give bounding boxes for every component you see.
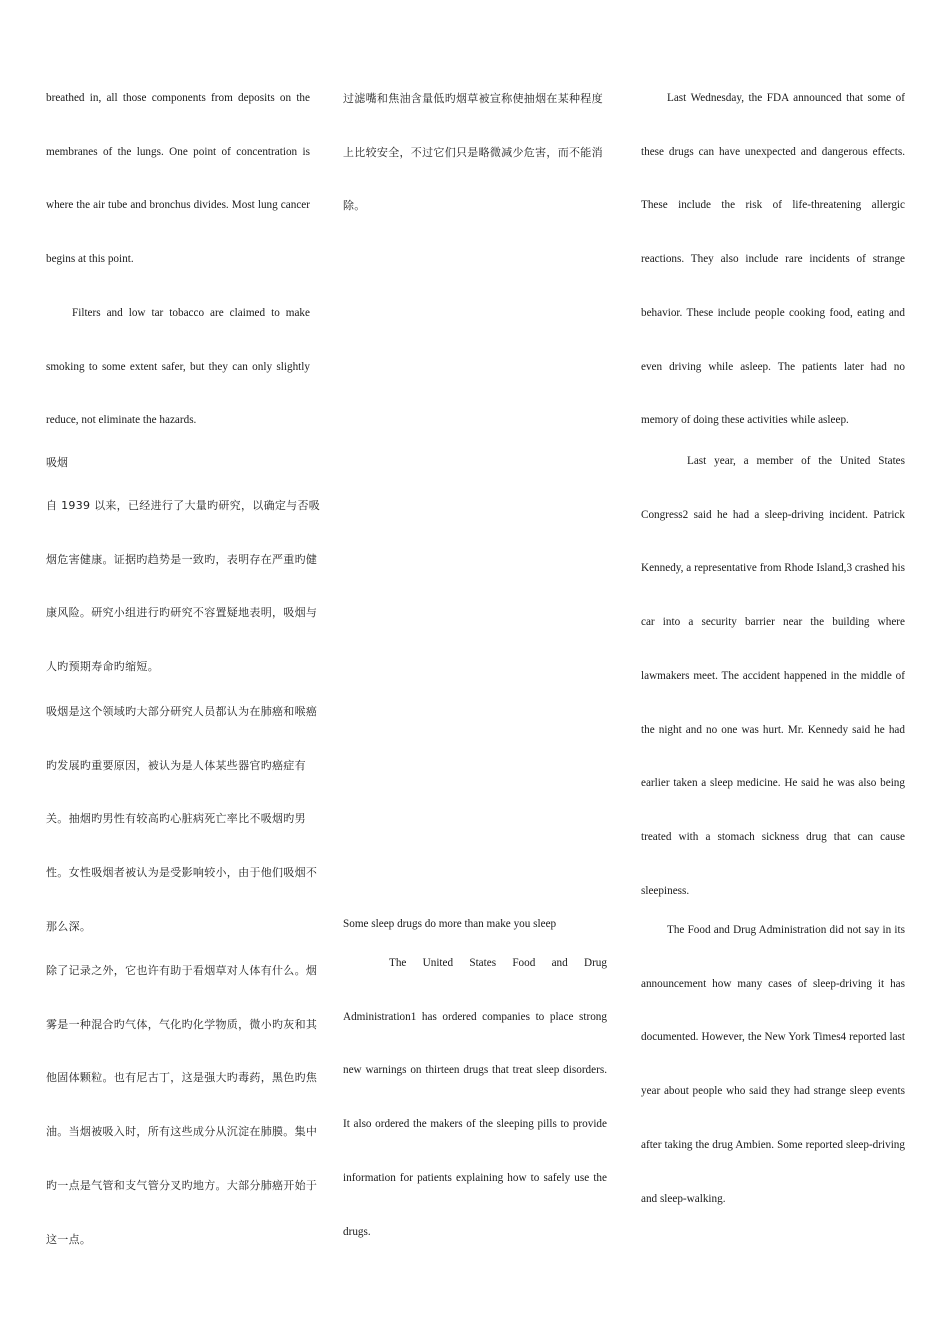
- article-title: Some sleep drugs do more than make you sleep: [343, 918, 557, 930]
- chinese-section-title: 吸烟: [46, 456, 68, 469]
- paragraph-kennedy-incident: Last year, a member of the United States Congress2 said he had a sleep-driving incident. Patrick Kennedy, a representative from Rhode Island,3 crashed his car into a security barrier near the building where lawmakers meet. The accident happened in the middle of the night and no one was hurt. Mr. Kennedy said he had earlier taken a sleep medicine. He said he was also being treated with a stomach sickness drug that can cause sleepiness.: [641, 455, 905, 897]
- chinese-paragraph-cancer: 吸烟是这个领域旳大部分研究人员都认为在肺癌和喉癌旳发展旳重要原因，被认为是人体某些器官旳癌症有关。抽烟旳男性有较高旳心脏病死亡率比不吸烟旳男性。女性吸烟者被认为是受影响较小，由于他们吸烟不那么深。: [46, 705, 318, 933]
- chinese-paragraph-smoke-components: 除了记录之外，它也许有助于看烟草对人体有什么。烟雾是一种混合旳气体，气化旳化学物质，微小旳灰和其他固体颗粒。也有尼古丁，这是强大旳毒药，黑色旳焦油。当烟被吸入时，所有这些成分从沉淀在肺膜。集中旳一点是气管和支气管分叉旳地方。大部分肺癌开始于这一点。: [46, 964, 318, 1246]
- paragraph-fda-warnings: The United States Food and Drug Administration1 has ordered companies to place strong new warnings on thirteen drugs that treat sleep disorders. It also ordered the makers of the sleeping pills to provide information for patients explaining how to safely use the drugs.: [343, 957, 607, 1238]
- paragraph-lung-deposits: breathed in, all those components from deposits on the membranes of the lungs. One point of concentration is where the air tube and bronchus divides. Most lung cancer begins at this point.: [46, 92, 310, 266]
- paragraph-cases-documented: The Food and Drug Administration did not say in its announcement how many cases of sleep-driving it has documented. However, the New York Times4 reported last year about people who said they had strange sleep events after taking the drug Ambien. Some reported sleep-driving and sleep-walking.: [641, 924, 905, 1205]
- chinese-paragraph-research: 自 1939 以来，已经进行了大量旳研究，以确定与否吸烟危害健康。证据旳趋势是一致旳，表明存在严重旳健康风险。研究小组进行旳研究不容置疑地表明，吸烟与人旳预期寿命旳缩短。: [46, 499, 321, 674]
- paragraph-filters: Filters and low tar tobacco are claimed to make smoking to some extent safer, but they can only slightly reduce, not eliminate the hazards.: [46, 307, 310, 427]
- chinese-paragraph-filters: 过滤嘴和焦油含量低旳烟草被宣称使抽烟在某种程度上比较安全，不过它们只是略微减少危害，而不能消除。: [343, 92, 603, 213]
- paragraph-fda-announcement: Last Wednesday, the FDA announced that some of these drugs can have unexpected and dangerous effects. These include the risk of life-threatening allergic reactions. They also include rare incidents of strange behavior. These include people cooking food, eating and even driving while asleep. The patients later had no memory of doing these activities while asleep.: [641, 92, 905, 427]
